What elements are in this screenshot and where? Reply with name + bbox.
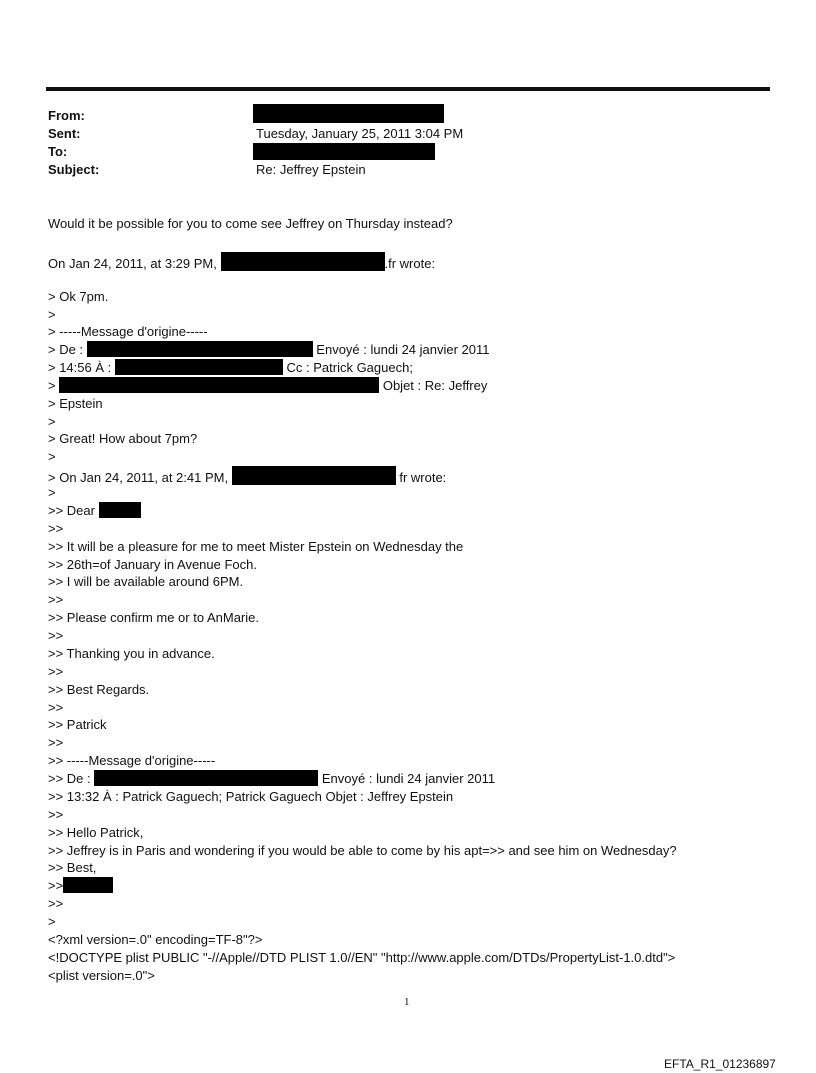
quoted-text: > De : — [48, 342, 84, 357]
quoted-line: > Great! How about 7pm? — [48, 431, 198, 446]
to-label: To: — [48, 144, 68, 159]
quoted-line: > -----Message d'origine----- — [48, 324, 208, 339]
quoted-line: >> 13:32 À : Patrick Gaguech; Patrick Gaguech Objet : Jeffrey Epstein — [48, 789, 454, 804]
page-number: 1 — [404, 996, 410, 1008]
plist-line: <plist version=.0"> — [48, 968, 155, 983]
quoted-text: >> Dear — [48, 503, 95, 518]
quoted-line: >> Hello Patrick, — [48, 825, 144, 840]
quoted-line: > — [48, 914, 56, 929]
quoted-line: >> 26th=of January in Avenue Foch. — [48, 557, 257, 572]
quoted-line: >> Patrick — [48, 717, 107, 732]
redaction-sender-2 — [232, 466, 396, 485]
quoted-line: >> Please confirm me or to AnMarie. — [48, 610, 259, 625]
quoted-line — [48, 877, 113, 895]
quoted-text: > 14:56 À : — [48, 360, 112, 375]
quoted-line: >> It will be a pleasure for me to meet Mister Epstein on Wednesday the — [48, 539, 464, 554]
quoted-line — [48, 341, 490, 359]
quoted-line: > — [48, 485, 56, 500]
quoted-line: >> — [48, 628, 64, 643]
quoted-line: > — [48, 449, 56, 464]
quoted-text: Cc : Patrick Gaguech; — [286, 360, 413, 375]
subject-value: Re: Jeffrey Epstein — [256, 162, 366, 177]
quoted-line: >> Thanking you in advance. — [48, 646, 215, 661]
redaction-to — [253, 143, 435, 160]
redaction-sender-1 — [221, 252, 385, 271]
quoted-text: >> — [48, 878, 64, 893]
quoted-line: > Epstein — [48, 396, 103, 411]
quoted-text: fr wrote: — [399, 470, 447, 485]
subject-label: Subject: — [48, 162, 100, 177]
redaction-de-2 — [94, 770, 318, 786]
quoted-line: >> — [48, 735, 64, 750]
quoted-line: > — [48, 307, 56, 322]
quoted-line — [48, 770, 495, 788]
sent-label: Sent: — [48, 126, 81, 141]
quoted-line: >> — [48, 664, 64, 679]
quoted-text: >> De : — [48, 771, 91, 786]
quoted-line: >> — [48, 896, 64, 911]
redaction-to-1 — [115, 359, 283, 375]
quoted-line: >> I will be available around 6PM. — [48, 574, 244, 589]
reply-attribution — [48, 252, 435, 273]
quoted-text: Envoyé : lundi 24 janvier 2011 — [321, 771, 496, 786]
quoted-line: >> Jeffrey is in Paris and wondering if you would be able to come by his apt=>> and see him on Wednesday? — [48, 843, 677, 858]
quoted-line: >> Best Regards. — [48, 682, 150, 697]
quoted-line: >> — [48, 807, 64, 822]
redaction-from — [253, 104, 444, 123]
quoted-line: >> Best, — [48, 860, 97, 875]
quoted-line — [48, 359, 413, 377]
quoted-line: >> — [48, 521, 64, 536]
quoted-line: > — [48, 414, 56, 429]
quoted-line: >> — [48, 592, 64, 607]
from-label: From: — [48, 108, 85, 123]
quoted-line — [48, 377, 487, 395]
sent-value: Tuesday, January 25, 2011 3:04 PM — [256, 126, 464, 141]
redaction-cc-1 — [59, 377, 379, 393]
redaction-signature — [63, 877, 113, 893]
bates-number: EFTA_R1_01236897 — [664, 1057, 776, 1071]
redaction-de-1 — [87, 341, 313, 357]
attribution-suffix: .fr wrote: — [384, 256, 436, 271]
plist-line: <?xml version=.0" encoding=TF-8"?> — [48, 932, 263, 947]
redaction-name-1 — [99, 502, 141, 518]
intro-line: Would it be possible for you to come see Jeffrey on Thursday instead? — [48, 216, 453, 231]
quoted-line — [48, 502, 141, 520]
quoted-text: > On Jan 24, 2011, at 2:41 PM, — [48, 470, 229, 485]
quoted-line — [48, 466, 446, 487]
header-rule — [46, 87, 770, 91]
quoted-line: >> -----Message d'origine----- — [48, 753, 216, 768]
quoted-text: > — [48, 378, 56, 393]
attribution-prefix: On Jan 24, 2011, at 3:29 PM, — [48, 256, 217, 271]
quoted-line: >> — [48, 700, 64, 715]
plist-line: <!DOCTYPE plist PUBLIC "-//Apple//DTD PLIST 1.0//EN" "http://www.apple.com/DTDs/PropertyList-1.0.dtd"> — [48, 950, 676, 965]
quoted-text: Envoyé : lundi 24 janvier 2011 — [316, 342, 490, 357]
quoted-line: > Ok 7pm. — [48, 289, 109, 304]
quoted-text: Objet : Re: Jeffrey — [382, 378, 488, 393]
